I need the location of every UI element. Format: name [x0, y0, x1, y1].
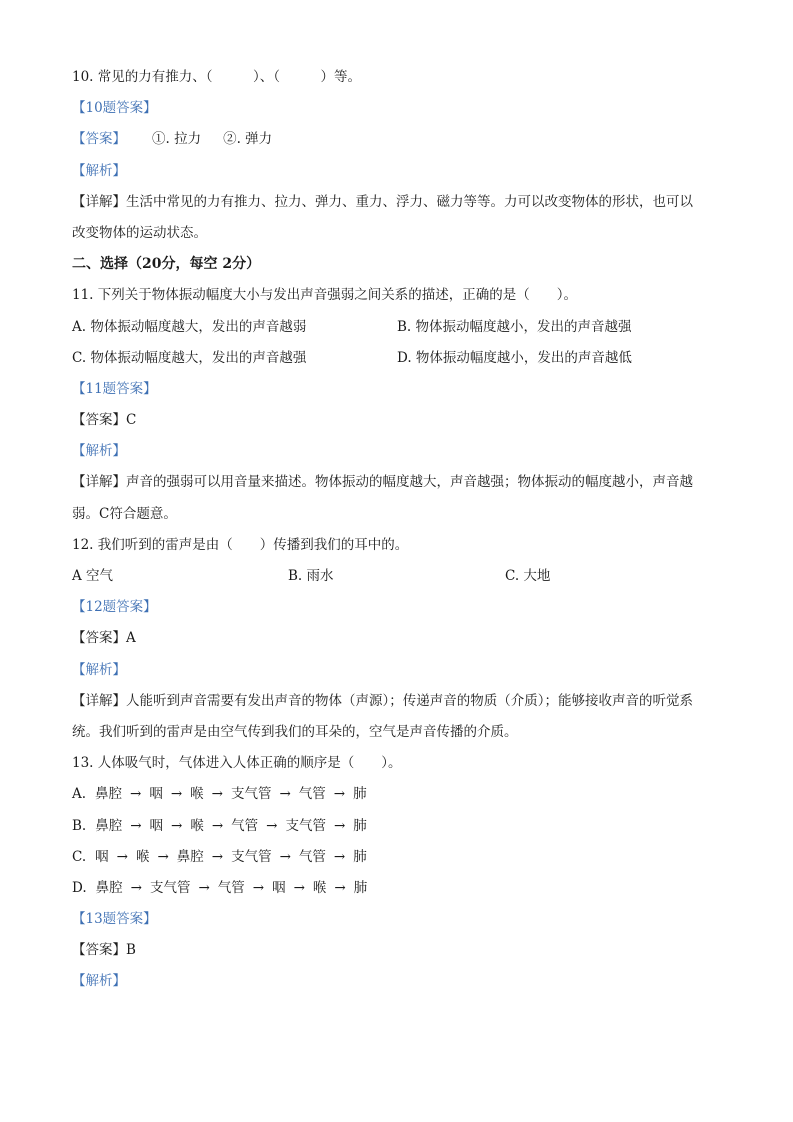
q11-option-c: C. 物体振动幅度越大，发出的声音越强 — [72, 349, 307, 366]
arrow-icon: → — [252, 879, 265, 896]
sequence-step: 喉 — [190, 817, 204, 834]
sequence-step: 气管 — [217, 879, 245, 896]
q10-answer-label: 【答案】 — [72, 131, 126, 148]
q12-option-b: B. 雨水 — [288, 568, 334, 584]
arrow-icon: → — [279, 848, 291, 865]
q12-question: 12. 我们听到的雷声是由（ ）传播到我们的耳中的。 — [72, 536, 409, 553]
q10-detail-line-1: 【详解】生活中常见的力有推力、拉力、弹力、重力、浮力、磁力等等。力可以改变物体的形状，也可以 — [72, 193, 693, 210]
sequence-step: 气管 — [298, 786, 326, 803]
sequence-step: 肺 — [353, 817, 367, 834]
q10-answer-2: ②. 弹力 — [223, 131, 273, 148]
q13-answer: 【答案】B — [72, 942, 136, 959]
q11-detail-line-1: 【详解】声音的强弱可以用音量来描述。物体振动的幅度越大，声音越强；物体振动的幅度越小，声音越 — [72, 474, 693, 491]
document-page — [72, 62, 732, 998]
q11-analysis-label: 【解析】 — [72, 443, 126, 460]
q12-answer: 【答案】A — [72, 630, 136, 647]
sequence-step: 咽 — [95, 848, 109, 865]
arrow-icon: → — [157, 848, 169, 865]
q10-answer-1: ①. 拉力 — [152, 131, 202, 148]
sequence-step: 气管 — [298, 848, 326, 865]
q12-answer-header: 【12题答案】 — [72, 599, 157, 616]
q11-option-b: B. 物体振动幅度越小，发出的声音越强 — [397, 318, 632, 335]
q13-option-b — [72, 811, 732, 842]
q11-detail-line-2: 弱。C符合题意。 — [72, 505, 177, 522]
arrow-icon: → — [279, 786, 291, 803]
option-letter: A. — [72, 786, 87, 803]
arrow-icon: → — [333, 786, 346, 803]
arrow-icon: → — [116, 848, 128, 865]
arrow-icon: → — [334, 879, 346, 896]
arrow-icon: → — [293, 879, 305, 896]
q12-analysis-label: 【解析】 — [72, 661, 126, 678]
q10-detail-line-2: 改变物体的运动状态。 — [72, 224, 207, 241]
sequence-step: 喉 — [135, 848, 150, 865]
sequence-step: 支气管 — [285, 817, 326, 834]
sequence-step: 咽 — [149, 786, 163, 803]
arrow-icon: → — [333, 817, 346, 834]
q11-question: 11. 下列关于物体振动幅度大小与发出声音强弱之间关系的描述，正确的是（ ）。 — [72, 287, 578, 304]
arrow-icon: → — [130, 879, 142, 896]
q10-answer-row — [72, 124, 732, 155]
arrow-icon: → — [266, 817, 278, 834]
sequence-step: 鼻腔 — [95, 786, 123, 803]
q13-analysis-label: 【解析】 — [72, 973, 126, 990]
arrow-icon: → — [130, 786, 142, 803]
q12-detail-line-2: 统。我们听到的雷声是由空气传到我们的耳朵的，空气是声音传播的介质。 — [72, 723, 518, 740]
sequence-step: 鼻腔 — [95, 879, 123, 896]
option-letter: B. — [72, 817, 87, 834]
q12-option-a: A 空气 — [72, 568, 114, 584]
arrow-icon: → — [211, 817, 224, 834]
arrow-icon: → — [211, 848, 224, 865]
q11-answer: 【答案】C — [72, 412, 137, 429]
option-letter: C. — [72, 848, 87, 865]
q12-detail-line-1: 【详解】人能听到声音需要有发出声音的物体（声源）；传递声音的物质（介质）；能够接收声音的听觉系 — [72, 692, 693, 709]
q10-question: 10. 常见的力有推力、（ ）、（ ）等。 — [72, 69, 362, 85]
q13-question: 13. 人体吸气时，气体进入人体正确的顺序是（ ）。 — [72, 755, 402, 772]
q13-option-c — [72, 842, 732, 873]
arrow-icon: → — [130, 817, 142, 834]
q10-answer-header: 【10题答案】 — [72, 100, 157, 117]
q13-option-a — [72, 779, 732, 810]
sequence-step: 支气管 — [231, 848, 272, 865]
q11-option-a: A. 物体振动幅度越大，发出的声音越弱 — [72, 318, 307, 335]
sequence-step: 鼻腔 — [95, 817, 123, 834]
sequence-step: 肺 — [353, 879, 368, 896]
q12-option-c: C. 大地 — [505, 568, 551, 584]
arrow-icon: → — [198, 879, 210, 896]
sequence-step: 支气管 — [230, 786, 272, 803]
q13-option-d — [72, 873, 732, 904]
q11-answer-header: 【11题答案】 — [72, 380, 157, 397]
sequence-step: 咽 — [149, 817, 164, 834]
section-heading: 二、选择（20分，每空 2分） — [72, 256, 261, 273]
sequence-step: 喉 — [190, 786, 204, 803]
sequence-step: 支气管 — [149, 879, 191, 896]
q11-options-row-2 — [72, 343, 732, 374]
sequence-step: 肺 — [353, 786, 367, 803]
q13-answer-header: 【13题答案】 — [72, 911, 157, 928]
arrow-icon: → — [171, 817, 183, 834]
arrow-icon: → — [333, 848, 346, 865]
sequence-step: 咽 — [272, 879, 286, 896]
sequence-step: 气管 — [231, 817, 259, 834]
sequence-step: 喉 — [312, 879, 327, 896]
arrow-icon: → — [211, 786, 223, 803]
option-letter: D. — [72, 879, 87, 896]
arrow-icon: → — [170, 786, 183, 803]
q10-analysis-label: 【解析】 — [72, 162, 126, 179]
sequence-step: 肺 — [353, 848, 367, 865]
q11-options-row-1 — [72, 312, 732, 343]
q11-option-d: D. 物体振动幅度越小，发出的声音越低 — [397, 349, 632, 366]
sequence-step: 鼻腔 — [176, 848, 204, 865]
q12-options-row — [72, 561, 732, 592]
